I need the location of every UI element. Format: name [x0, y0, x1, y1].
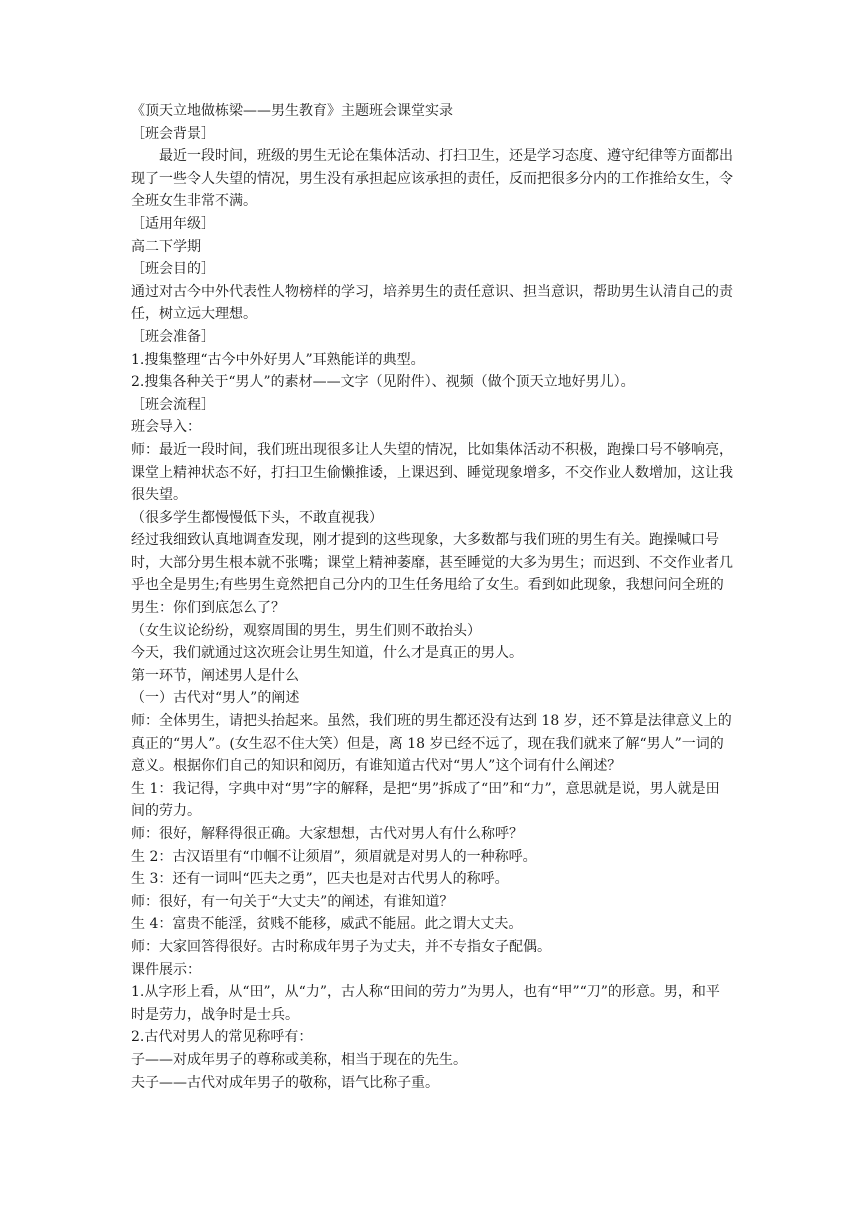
section-heading: ［班会准备］: [131, 328, 215, 345]
paragraph: 生 2：古汉语里有“巾帼不让须眉”，须眉就是对男人的一种称呼。: [131, 848, 537, 865]
paragraph: 第一环节，阐述男人是什么: [131, 667, 299, 684]
paragraph: 今天，我们就通过这次班会让男生知道，什么才是真正的男人。: [131, 645, 523, 662]
paragraph: 夫子——古代对成年男子的敬称，语气比称子重。: [131, 1074, 439, 1091]
paragraph: （一）古代对“男人”的阐述: [131, 690, 300, 707]
paragraph: 师：大家回答得很好。古时称成年男子为丈夫，并不专指女子配偶。: [131, 938, 551, 955]
paragraph: 师：最近一段时间，我们班出现很多让人失望的情况，比如集体活动不积极，跑操口号不够响亮，课堂上精神状态不好，打扫卫生偷懒推诿，上课迟到、睡觉现象增多，不交作业人数增加，这让我很失望。: [131, 441, 733, 504]
document-title: 《顶天立地做栋梁——男生教育》主题班会课堂实录: [131, 103, 453, 119]
paragraph: 2.古代对男人的常见称呼有：: [131, 1029, 313, 1046]
paragraph: 班会导入：: [131, 419, 201, 436]
paragraph: 师：很好，有一句关于“大丈夫”的阐述，有谁知道？: [131, 893, 454, 910]
paragraph: 最近一段时间，班级的男生无论在集体活动、打扫卫生，还是学习态度、遵守纪律等方面都出现了一些令人失望的情况，男生没有承担起应该承担的责任，反而把很多分内的工作推给女生，令全班女生非常不满。: [131, 148, 733, 210]
document-page: [131, 100, 733, 1094]
section-heading: ［班会流程］: [131, 396, 215, 413]
document-body: [131, 123, 733, 1095]
paragraph: （很多学生都慢慢低下头，不敢直视我）: [131, 509, 383, 526]
paragraph: 高二下学期: [131, 238, 201, 255]
paragraph: 生 4：富贵不能淫，贫贱不能移，威武不能屈。此之谓大丈夫。: [131, 916, 523, 933]
paragraph: 通过对古今中外代表性人物榜样的学习，培养男生的责任意识、担当意识，帮助男生认清自己的责任，树立远大理想。: [131, 283, 733, 323]
paragraph: 1.搜集整理“古今中外好男人”耳熟能详的典型。: [131, 351, 425, 368]
paragraph: （女生议论纷纷，观察周围的男生，男生们则不敢抬头）: [131, 622, 481, 639]
paragraph: 生 1：我记得，字典中对“男”字的解释，是把“男”拆成了“田”和“力”，意思就是说，男人就是田间的劳力。: [131, 780, 720, 820]
paragraph: 子——对成年男子的尊称或美称，相当于现在的先生。: [131, 1051, 467, 1068]
paragraph: 师：很好，解释得很正确。大家想想，古代对男人有什么称呼？: [131, 826, 523, 842]
section-heading: ［班会目的］: [131, 261, 215, 278]
paragraph: 生 3：还有一词叫“匹夫之勇”，匹夫也是对古代男人的称呼。: [131, 871, 509, 888]
paragraph: 2.搜集各种关于“男人”的素材——文字（见附件）、视频（做个顶天立地好男儿）。: [131, 374, 635, 391]
section-heading: ［班会背景］: [131, 125, 215, 142]
paragraph: 经过我细致认真地调查发现，刚才提到的这些现象，大多数都与我们班的男生有关。跑操喊口号时，大部分男生根本就不张嘴；课堂上精神萎靡，甚至睡觉的大多为男生；而迟到、不交作业者几乎也全是男生;有些男生竟然把自己分内的卫生任务甩给了女生。看到如此现象，我想问问全班的男生：你们到底怎么了？: [131, 532, 733, 617]
paragraph: 师：全体男生，请把头抬起来。虽然，我们班的男生都还没有达到 18 岁，还不算是法律意义上的真正的“男人”。(女生忍不住大笑）但是，离 18 岁已经不远了，现在我们就来了解“男人”一词的意义。根据你们自己的知识和阅历，有谁知道古代对“男人”这个词有什么阐述？: [131, 713, 732, 775]
paragraph: 课件展示：: [131, 961, 201, 978]
paragraph: 1.从字形上看，从“田”，从“力”，古人称“田间的劳力”为男人，也有“甲”“刀”的形意。男，和平时是劳力，战争时是士兵。: [131, 984, 720, 1023]
section-heading: ［适用年级］: [131, 215, 215, 232]
